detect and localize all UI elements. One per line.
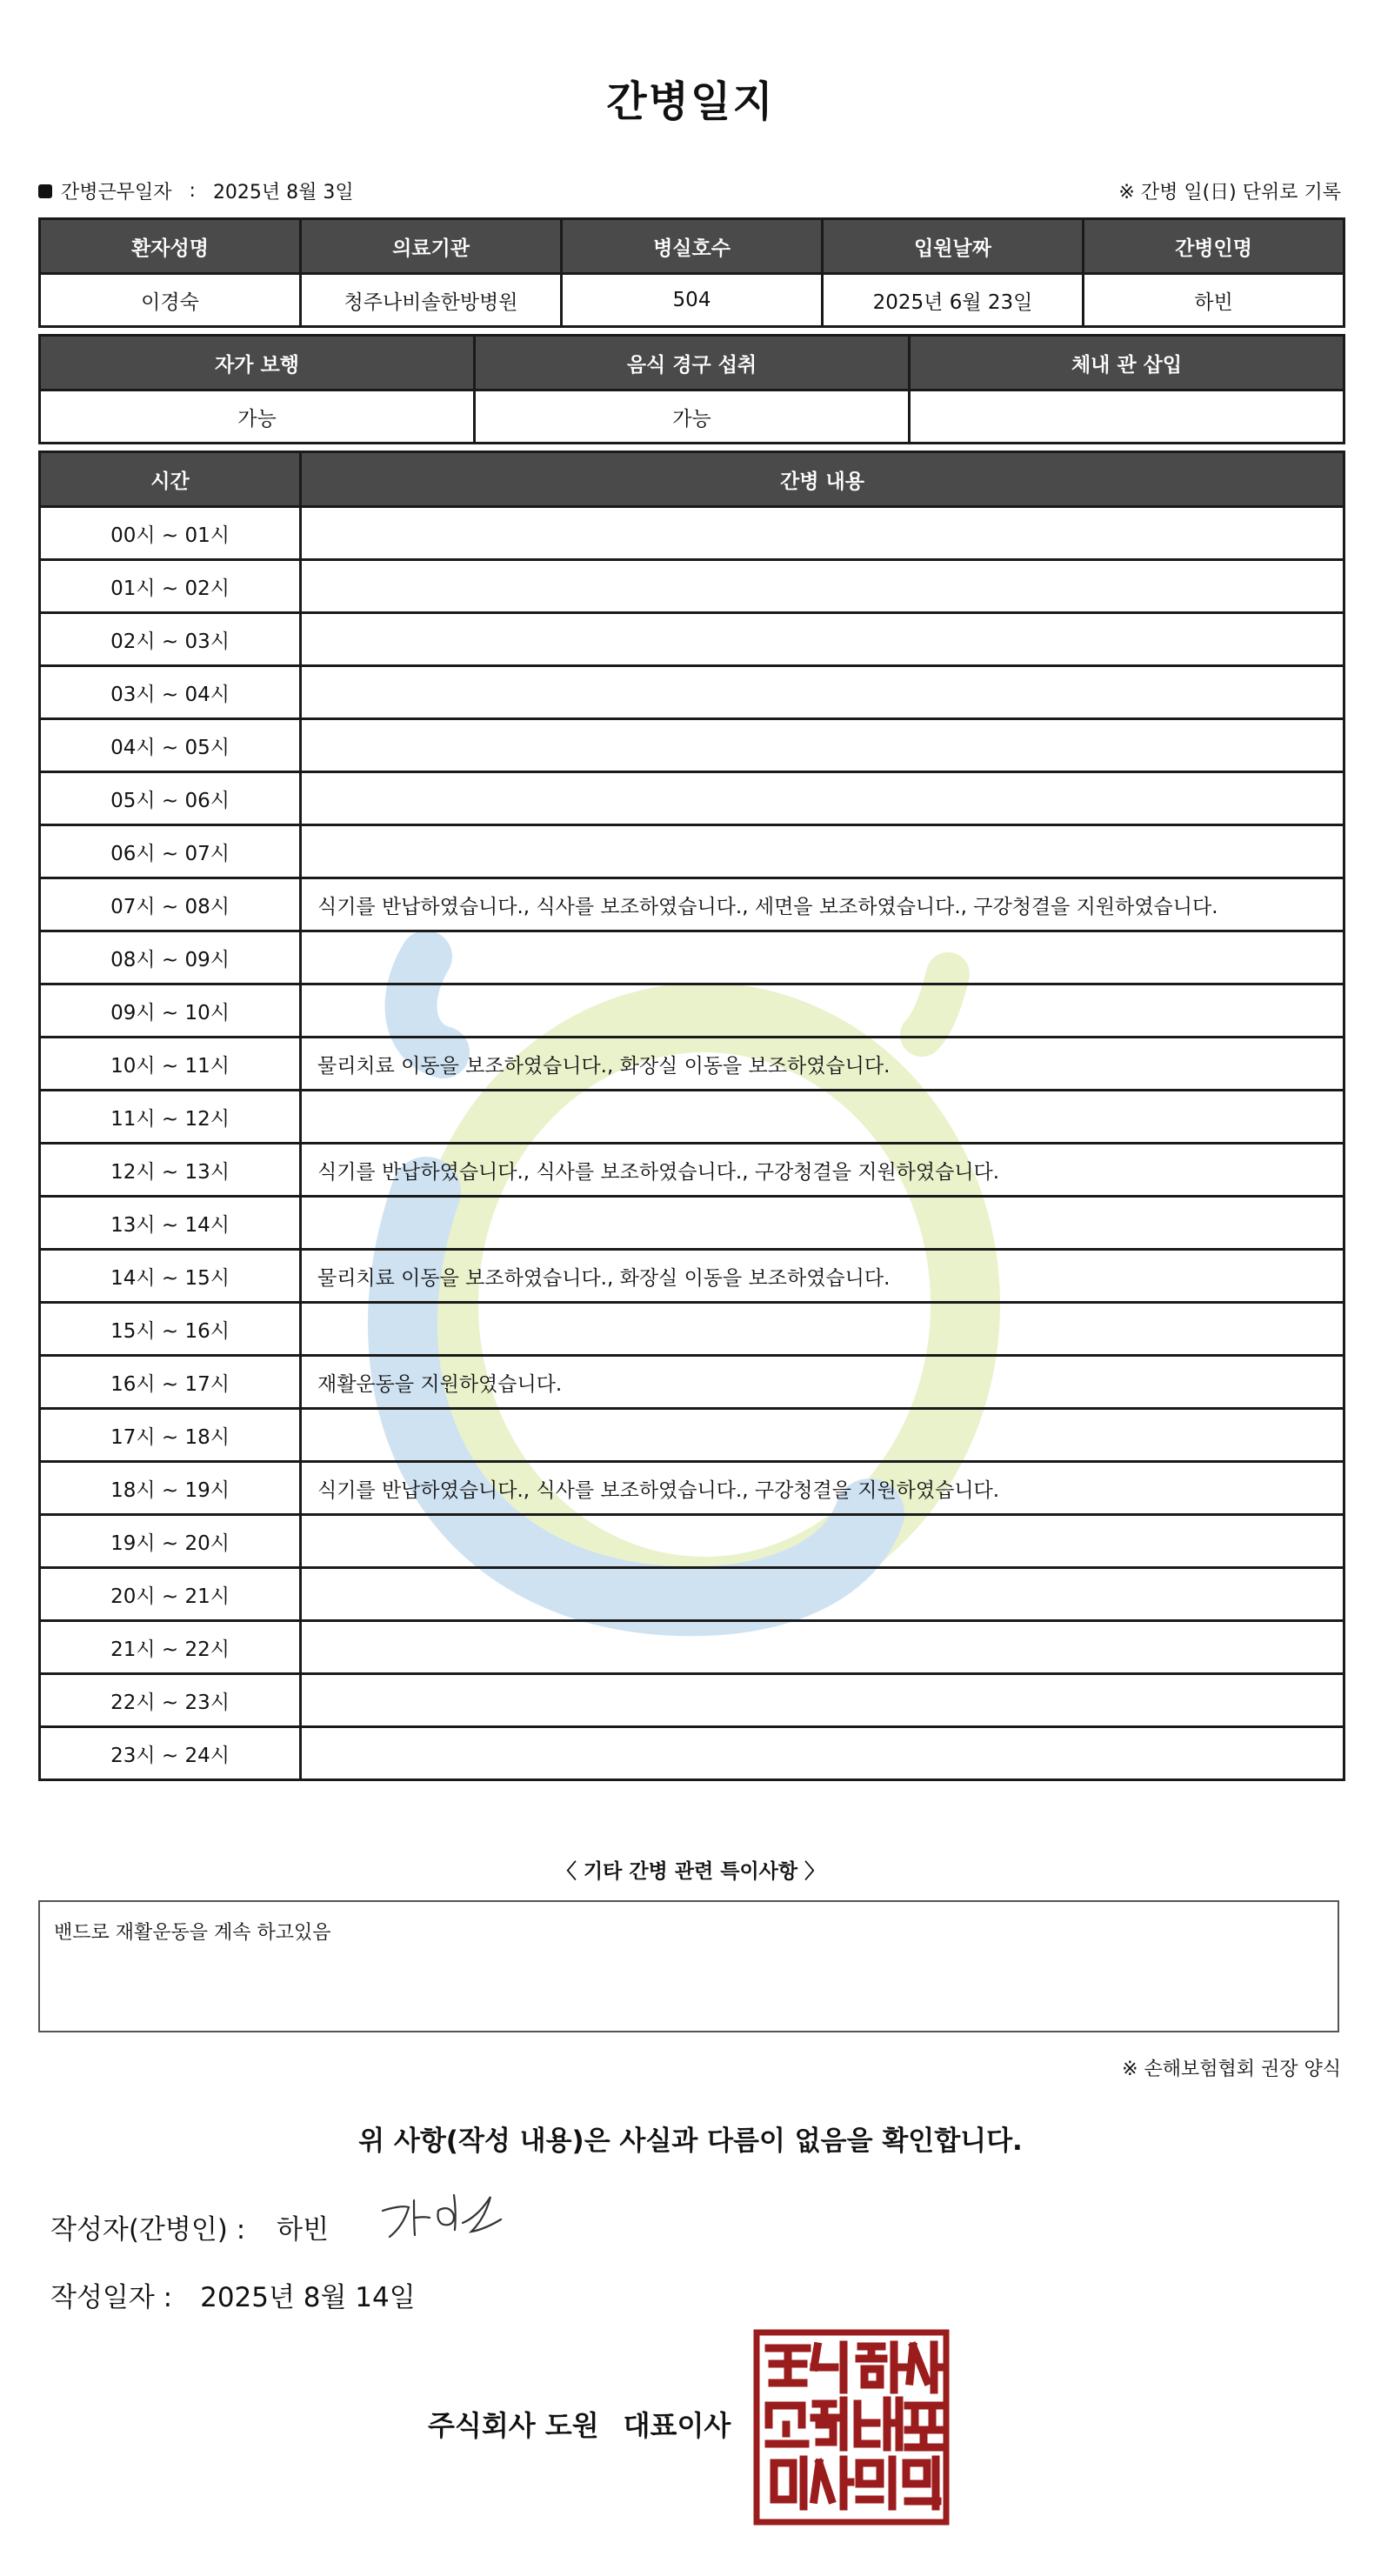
care-log-content <box>301 1409 1344 1462</box>
care-log-row <box>40 984 1344 1038</box>
writer-row <box>50 2207 329 2246</box>
care-log-time: 03시 ~ 04시 <box>40 666 301 719</box>
recording-unit-note: ※ 간병 일(日) 단위로 기록 <box>1118 182 1341 204</box>
care-log-content <box>301 719 1344 772</box>
header-room-number: 병실호수 <box>562 219 823 274</box>
care-log-row <box>40 1356 1344 1409</box>
care-log-content <box>301 825 1344 878</box>
care-log-time: 02시 ~ 03시 <box>40 613 301 666</box>
care-log-time: 21시 ~ 22시 <box>40 1621 301 1674</box>
care-log-row <box>40 1727 1344 1780</box>
care-log-content <box>301 1515 1344 1568</box>
care-log-time: 14시 ~ 15시 <box>40 1250 301 1303</box>
patient-status-header-row <box>40 336 1344 390</box>
care-log-row <box>40 1038 1344 1091</box>
care-log-time: 10시 ~ 11시 <box>40 1038 301 1091</box>
care-log-time: 07시 ~ 08시 <box>40 878 301 931</box>
care-log-content: 식기를 반납하였습니다., 식사를 보조하였습니다., 세면을 보조하였습니다., 구강청결을 지원하였습니다. <box>301 878 1344 931</box>
care-log-header-row <box>40 452 1344 507</box>
care-log-body <box>40 507 1344 1780</box>
care-log-time: 19시 ~ 20시 <box>40 1515 301 1568</box>
care-log-time: 22시 ~ 23시 <box>40 1674 301 1727</box>
care-log-content: 물리치료 이동을 보조하였습니다., 화장실 이동을 보조하였습니다. <box>301 1250 1344 1303</box>
care-log-content <box>301 613 1344 666</box>
care-log-row <box>40 1250 1344 1303</box>
care-log-time: 18시 ~ 19시 <box>40 1462 301 1515</box>
caregiver-name: 하빈 <box>1084 274 1344 327</box>
care-log-content <box>301 560 1344 613</box>
special-notes-title: 〈 기타 간병 관련 특이사항 〉 <box>556 1860 825 1883</box>
care-log-row <box>40 1303 1344 1356</box>
care-log-time: 23시 ~ 24시 <box>40 1727 301 1780</box>
tube-insertion-value <box>910 390 1344 444</box>
care-log-content <box>301 1621 1344 1674</box>
care-log-time: 00시 ~ 01시 <box>40 507 301 560</box>
written-date-label: 작성일자 : <box>50 2282 173 2313</box>
care-log-content <box>301 666 1344 719</box>
care-log-content: 식기를 반납하였습니다., 식사를 보조하였습니다., 구강청결을 지원하였습니다. <box>301 1462 1344 1515</box>
self-walking-value: 가능 <box>40 390 475 444</box>
company-role: 대표이사 <box>623 2409 731 2442</box>
duty-date-value: 2025년 8월 3일 <box>212 182 354 204</box>
care-log-content: 물리치료 이동을 보조하였습니다., 화장실 이동을 보조하였습니다. <box>301 1038 1344 1091</box>
care-log-row <box>40 1091 1344 1144</box>
admission-date: 2025년 6월 23일 <box>823 274 1084 327</box>
care-log-content <box>301 1303 1344 1356</box>
care-log-row <box>40 931 1344 984</box>
care-log-row <box>40 1197 1344 1250</box>
care-log-time: 05시 ~ 06시 <box>40 772 301 825</box>
care-log-time: 17시 ~ 18시 <box>40 1409 301 1462</box>
care-log-time: 04시 ~ 05시 <box>40 719 301 772</box>
care-log-row <box>40 613 1344 666</box>
patient-info-header-row <box>40 219 1344 274</box>
patient-status-value-row <box>40 390 1344 444</box>
written-date-value: 2025년 8월 14일 <box>200 2282 416 2313</box>
writer-label: 작성자(간병인) : <box>50 2214 246 2246</box>
header-care-content: 간병 내용 <box>301 452 1344 507</box>
form-source-note: ※ 손해보험협회 권장 양식 <box>1122 2059 1341 2080</box>
care-log-row <box>40 772 1344 825</box>
header-caregiver-name: 간병인명 <box>1084 219 1344 274</box>
room-number: 504 <box>562 274 823 327</box>
care-log-content <box>301 507 1344 560</box>
care-log-row <box>40 507 1344 560</box>
care-log-row <box>40 560 1344 613</box>
duty-date-row <box>38 177 354 204</box>
header-self-walking: 자가 보행 <box>40 336 475 390</box>
care-log-content <box>301 1091 1344 1144</box>
handwritten-signature <box>376 2185 506 2246</box>
care-log-time: 20시 ~ 21시 <box>40 1568 301 1621</box>
duty-date-label: 간병근무일자 <box>61 182 172 204</box>
care-log-row <box>40 1409 1344 1462</box>
header-hospital: 의료기관 <box>301 219 562 274</box>
written-date-row <box>50 2275 416 2314</box>
care-log-time: 06시 ~ 07시 <box>40 825 301 878</box>
care-log-content: 식기를 반납하였습니다., 식사를 보조하였습니다., 구강청결을 지원하였습니다. <box>301 1144 1344 1197</box>
header-oral-intake: 음식 경구 섭취 <box>475 336 910 390</box>
confirmation-statement: 위 사항(작성 내용)은 사실과 다름이 없음을 확인합니다. <box>358 2126 1023 2157</box>
care-log-content <box>301 984 1344 1038</box>
care-log-row <box>40 825 1344 878</box>
header-patient-name: 환자성명 <box>40 219 301 274</box>
document-title: 간병일지 <box>606 77 775 126</box>
oral-intake-value: 가능 <box>475 390 910 444</box>
patient-status-table <box>38 334 1345 444</box>
care-log-time: 15시 ~ 16시 <box>40 1303 301 1356</box>
hospital-name: 청주나비솔한방병원 <box>301 274 562 327</box>
care-log-row <box>40 1462 1344 1515</box>
care-log-time: 08시 ~ 09시 <box>40 931 301 984</box>
patient-name: 이경숙 <box>40 274 301 327</box>
care-log-row <box>40 719 1344 772</box>
care-log-row <box>40 878 1344 931</box>
care-log-content <box>301 772 1344 825</box>
care-log-time: 09시 ~ 10시 <box>40 984 301 1038</box>
care-log-content <box>301 1727 1344 1780</box>
care-log-content <box>301 931 1344 984</box>
company-name: 주식회사 도원 <box>428 2409 599 2442</box>
header-tube-insertion: 체내 관 삽입 <box>910 336 1344 390</box>
header-time: 시간 <box>40 452 301 507</box>
care-log-time: 13시 ~ 14시 <box>40 1197 301 1250</box>
care-log-row <box>40 1621 1344 1674</box>
care-log-time: 01시 ~ 02시 <box>40 560 301 613</box>
special-notes-text: 밴드로 재활운동을 계속 하고있음 <box>54 1922 331 1944</box>
care-log-time: 12시 ~ 13시 <box>40 1144 301 1197</box>
care-log-row <box>40 1144 1344 1197</box>
special-notes-box <box>38 1900 1339 2032</box>
care-log-content <box>301 1568 1344 1621</box>
care-log-content <box>301 1674 1344 1727</box>
care-log-content <box>301 1197 1344 1250</box>
care-log-row <box>40 1674 1344 1727</box>
duty-date-colon: : <box>189 180 196 202</box>
care-log-row <box>40 666 1344 719</box>
hourly-care-log-table <box>38 450 1345 1781</box>
company-line <box>428 2404 731 2444</box>
header-admission-date: 입원날짜 <box>823 219 1084 274</box>
company-seal-stamp <box>753 2329 950 2526</box>
bullet-square-icon <box>38 184 52 198</box>
care-log-row <box>40 1515 1344 1568</box>
care-log-time: 11시 ~ 12시 <box>40 1091 301 1144</box>
writer-name: 하빈 <box>277 2214 330 2246</box>
care-log-time: 16시 ~ 17시 <box>40 1356 301 1409</box>
care-log-row <box>40 1568 1344 1621</box>
patient-info-value-row <box>40 274 1344 327</box>
patient-info-table <box>38 217 1345 328</box>
care-log-content: 재활운동을 지원하였습니다. <box>301 1356 1344 1409</box>
